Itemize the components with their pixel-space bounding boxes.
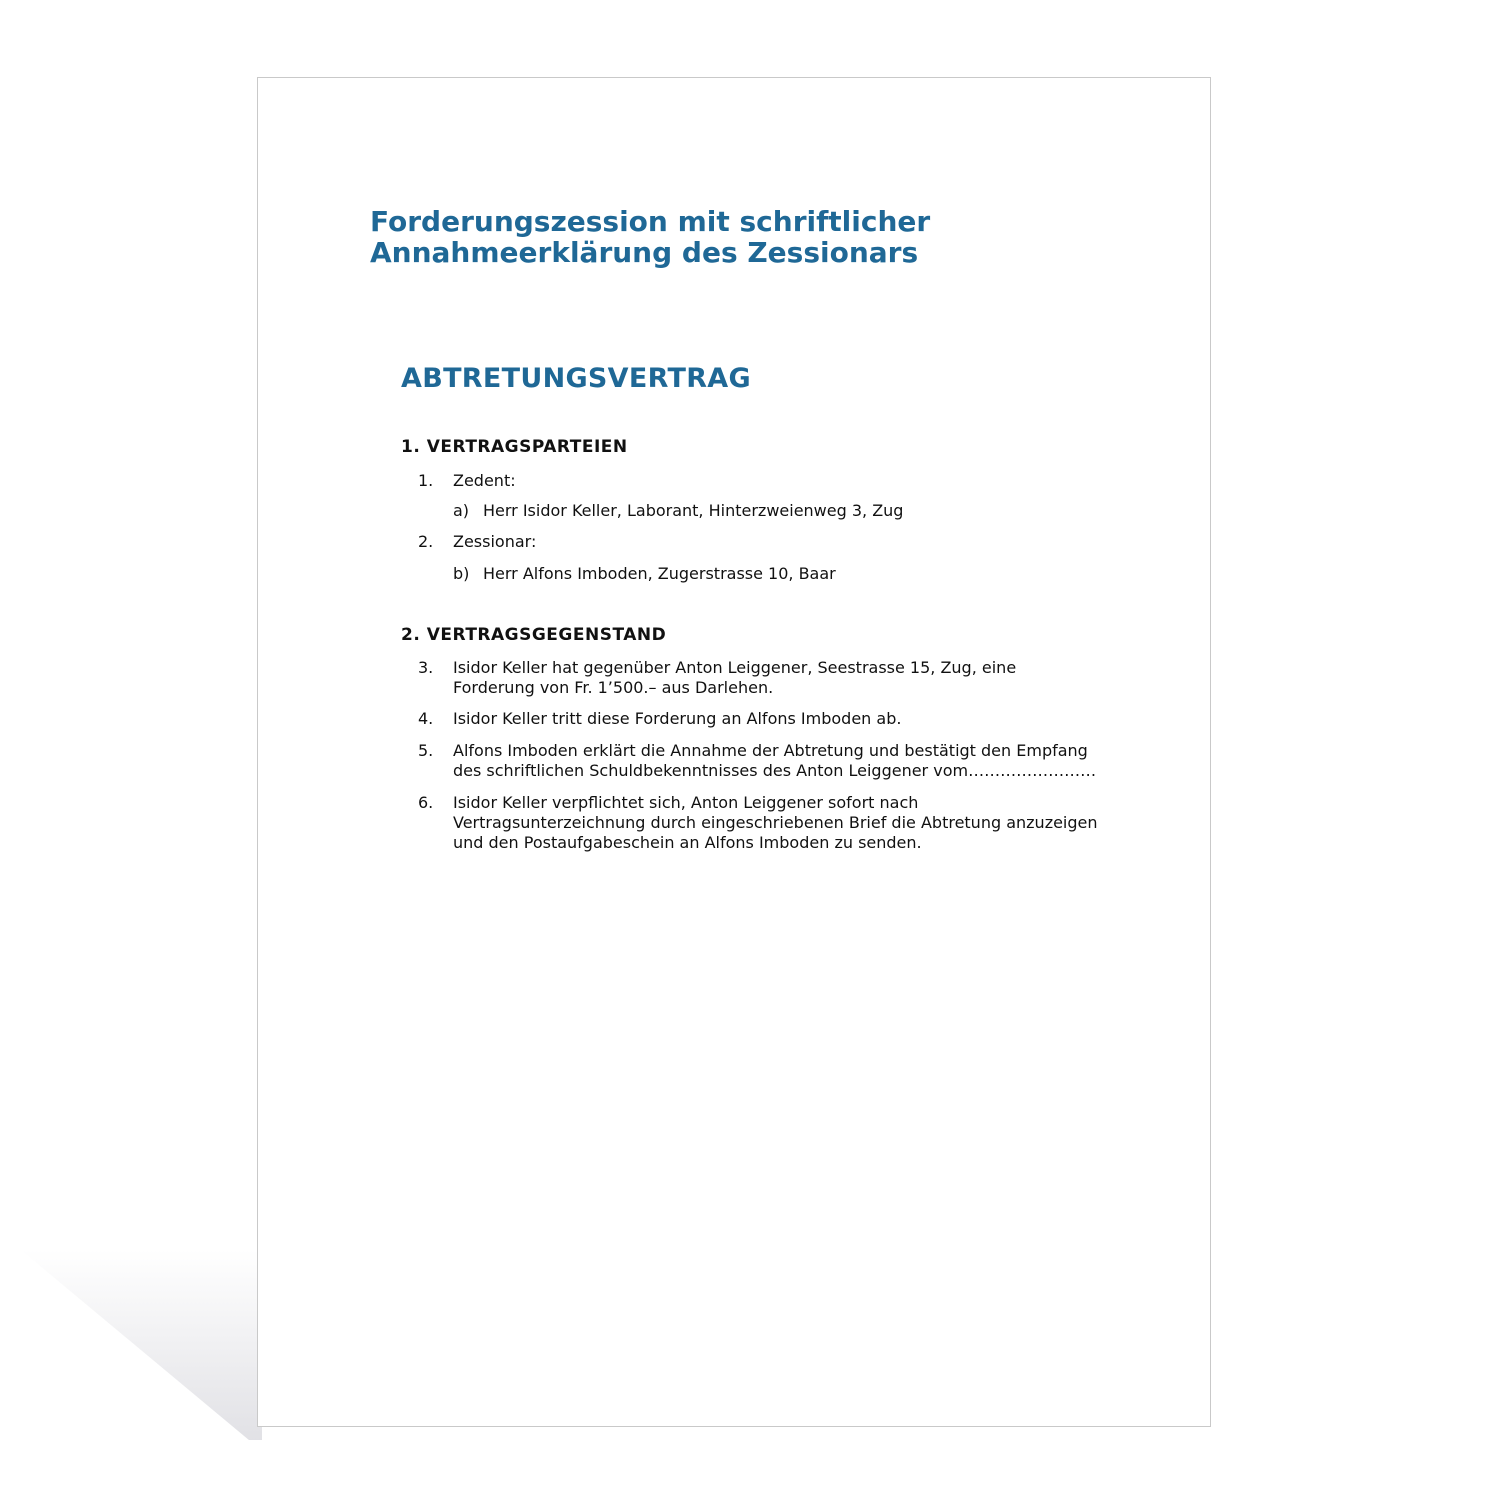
list-item-line: Zessionar:: [453, 532, 537, 551]
page-shadow: [0, 1250, 262, 1440]
contract-heading: ABTRETUNGSVERTRAG: [401, 363, 751, 394]
list-item-text: [453, 709, 1158, 729]
section-number: 1.: [401, 437, 421, 457]
document-page: [257, 77, 1211, 1427]
section-heading-parties: [401, 437, 628, 457]
section-title: VERTRAGSGEGENSTAND: [426, 625, 667, 645]
list-item-line: Isidor Keller tritt diese Forderung an Alfons Imboden ab.: [453, 709, 902, 728]
list-item-text: [453, 471, 1158, 491]
list-item-number: 1.: [418, 471, 434, 490]
list-item-line: des schriftlichen Schuldbekenntnisses des Anton Leiggener vom……………………: [453, 761, 1097, 780]
document-title-line-2: Annahmeerklärung des Zessionars: [370, 236, 919, 269]
list-item-line: Isidor Keller hat gegenüber Anton Leiggener, Seestrasse 15, Zug, eine: [453, 658, 1017, 677]
list-item-line: Isidor Keller verpflichtet sich, Anton Leiggener sofort nach: [453, 793, 919, 812]
party-label: b): [453, 564, 470, 583]
document-title-line-1: Forderungszession mit schriftlicher: [370, 205, 931, 238]
list-item-line: Zedent:: [453, 471, 516, 490]
party-text: Herr Isidor Keller, Laborant, Hinterzweienweg 3, Zug: [483, 501, 904, 520]
list-item-text: [453, 793, 1158, 853]
list-item-number: 5.: [418, 741, 434, 760]
list-item-text: [453, 741, 1158, 781]
list-item-text: [453, 658, 1158, 698]
list-item-number: 6.: [418, 793, 434, 812]
list-item-line: und den Postaufgabeschein an Alfons Imboden zu senden.: [453, 833, 922, 852]
document-title: [370, 206, 1130, 268]
list-item-line: Alfons Imboden erklärt die Annahme der Abtretung und bestätigt den Empfang: [453, 741, 1088, 760]
list-item-text: [453, 532, 1158, 552]
list-item-number: 2.: [418, 532, 434, 551]
list-item-number: 4.: [418, 709, 434, 728]
section-number: 2.: [401, 625, 421, 645]
list-item-number: 3.: [418, 658, 434, 677]
section-heading-subject: [401, 625, 666, 645]
party-label: a): [453, 501, 470, 520]
party-text: Herr Alfons Imboden, Zugerstrasse 10, Baar: [483, 564, 836, 583]
list-item-line: Vertragsunterzeichnung durch eingeschriebenen Brief die Abtretung anzuzeigen: [453, 813, 1098, 832]
section-title: VERTRAGSPARTEIEN: [426, 437, 628, 457]
list-item-line: Forderung von Fr. 1’500.– aus Darlehen.: [453, 678, 774, 697]
